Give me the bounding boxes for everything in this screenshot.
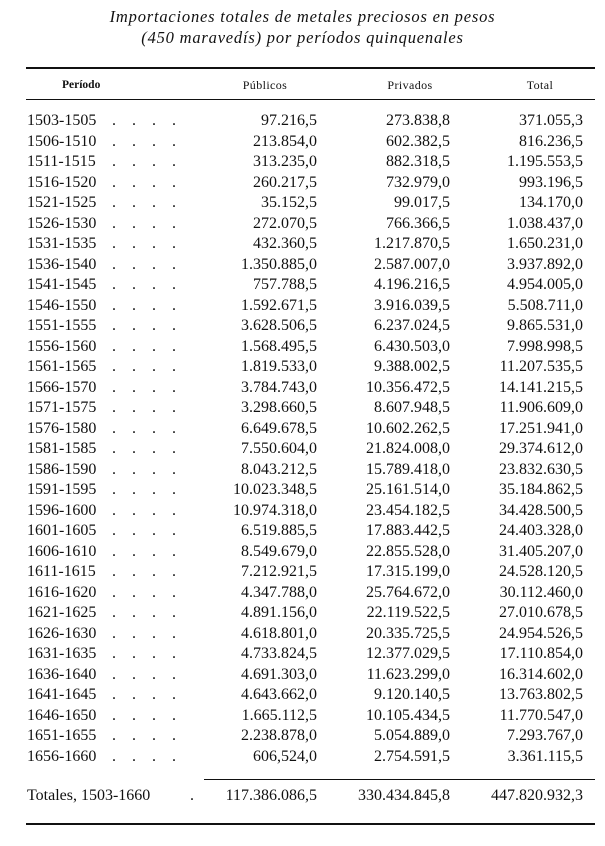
- row-private: 5.054.889,0: [374, 727, 450, 744]
- row-dot-leader: . . . .: [112, 747, 182, 765]
- table-row: [0, 357, 605, 378]
- header-public: Públicos: [242, 78, 288, 92]
- row-dot-leader: . . . .: [112, 501, 182, 519]
- title-line-2: (450 maravedís) por períodos quinquenales: [141, 28, 464, 47]
- row-total: 27.010.678,5: [499, 604, 583, 621]
- header-period: Período: [62, 79, 101, 91]
- row-public: 313.235,0: [253, 153, 317, 170]
- row-period: 1591-1595: [27, 481, 97, 498]
- row-dot-leader: . . . .: [112, 112, 182, 129]
- row-period: 1556-1560: [27, 337, 97, 355]
- row-private: 6.237.024,5: [374, 317, 450, 334]
- table-row: [0, 337, 605, 358]
- row-public: 213.854,0: [253, 132, 317, 150]
- row-dot-leader: . . . .: [112, 563, 182, 580]
- row-period: 1601-1605: [27, 522, 97, 539]
- row-public: 10.974.318,0: [233, 501, 317, 519]
- totals-rule: [204, 779, 595, 780]
- table-row: [0, 398, 605, 419]
- row-dot-leader: . . . .: [112, 665, 182, 683]
- header-rule: [26, 99, 595, 100]
- row-period: 1516-1520: [27, 173, 97, 191]
- row-private: 2.587.007,0: [374, 255, 450, 273]
- row-total: 11.770.547,0: [499, 706, 583, 724]
- row-total: 1.195.553,5: [507, 153, 583, 170]
- row-dot-leader: . . . .: [112, 522, 182, 539]
- row-public: 4.347.788,0: [241, 583, 317, 601]
- row-period: 1571-1575: [27, 399, 97, 416]
- row-period: 1646-1650: [27, 706, 97, 724]
- row-total: 3.361.115,5: [507, 747, 583, 765]
- table-row: [0, 603, 605, 624]
- table-row: [0, 542, 605, 563]
- row-public: 4.691.303,0: [241, 665, 317, 683]
- row-dot-leader: . . . .: [112, 583, 182, 601]
- row-private: 273.838,8: [386, 112, 450, 129]
- row-total: 4.954.005,0: [507, 276, 583, 293]
- row-public: 10.023.348,5: [233, 481, 317, 498]
- table-row: [0, 562, 605, 583]
- row-period: 1626-1630: [27, 624, 97, 642]
- row-total: 7.998.998,5: [507, 337, 583, 355]
- row-public: 7.212.921,5: [241, 563, 317, 580]
- row-dot-leader: . . . .: [112, 419, 182, 437]
- row-dot-leader: . . . .: [112, 399, 182, 416]
- table-row: [0, 152, 605, 173]
- row-period: 1561-1565: [27, 358, 97, 375]
- row-public: 260.217,5: [253, 173, 317, 191]
- row-total: 31.405.207,0: [499, 542, 583, 560]
- row-public: 4.643.662,0: [241, 686, 317, 703]
- table-row: [0, 378, 605, 399]
- row-private: 25.764.672,0: [366, 583, 450, 601]
- row-private: 22.855.528,0: [366, 542, 450, 560]
- row-total: 9.865.531,0: [507, 317, 583, 334]
- row-private: 15.789.418,0: [366, 460, 450, 478]
- row-total: 13.763.802,5: [499, 686, 583, 703]
- row-dot-leader: . . . .: [112, 173, 182, 191]
- row-public: 1.350.885,0: [241, 255, 317, 273]
- row-public: 4.733.824,5: [241, 645, 317, 662]
- row-public: 1.665.112,5: [241, 706, 317, 724]
- table-row: [0, 193, 605, 214]
- row-private: 766.366,5: [386, 214, 450, 232]
- row-dot-leader: . . . .: [112, 317, 182, 334]
- row-private: 8.607.948,5: [374, 399, 450, 416]
- row-total: 24.528.120,5: [499, 563, 583, 580]
- row-public: 432.360,5: [253, 235, 317, 252]
- totals-total: 447.820.932,3: [491, 787, 583, 804]
- row-dot-leader: . . . .: [112, 132, 182, 150]
- row-period: 1636-1640: [27, 665, 97, 683]
- header-private: Privados: [387, 78, 433, 92]
- row-dot-leader: . . . .: [112, 727, 182, 744]
- row-public: 1.819.533,0: [241, 358, 317, 375]
- row-dot-leader: . . . .: [112, 378, 182, 396]
- row-total: 11.207.535,5: [499, 358, 583, 375]
- row-private: 2.754.591,5: [374, 747, 450, 765]
- row-public: 3.628.506,5: [241, 317, 317, 334]
- row-dot-leader: . . . .: [112, 255, 182, 273]
- row-private: 732.979,0: [386, 173, 450, 191]
- row-public: 272.070,5: [253, 214, 317, 232]
- row-total: 134.170,0: [519, 194, 583, 211]
- row-private: 4.196.216,5: [374, 276, 450, 293]
- row-public: 97.216,5: [261, 112, 317, 129]
- row-period: 1656-1660: [27, 747, 97, 765]
- row-total: 1.038.437,0: [507, 214, 583, 232]
- row-dot-leader: . . . .: [112, 276, 182, 293]
- row-dot-leader: . . . .: [112, 337, 182, 355]
- row-period: 1511-1515: [27, 153, 96, 170]
- row-private: 25.161.514,0: [366, 481, 450, 498]
- row-period: 1503-1505: [27, 112, 97, 129]
- row-private: 3.916.039,5: [374, 296, 450, 314]
- table-row: [0, 316, 605, 337]
- row-public: 2.238.878,0: [241, 727, 317, 744]
- row-dot-leader: . . . .: [112, 706, 182, 724]
- table-row: [0, 173, 605, 194]
- row-dot-leader: . . . .: [112, 440, 182, 457]
- row-dot-leader: . . . .: [112, 542, 182, 560]
- table-row: [0, 501, 605, 522]
- row-total: 29.374.612,0: [499, 440, 583, 457]
- table-row: [0, 644, 605, 665]
- row-public: 4.891.156,0: [241, 604, 317, 621]
- row-private: 10.602.262,5: [366, 419, 450, 437]
- row-period: 1566-1570: [27, 378, 97, 396]
- top-rule: [26, 67, 595, 69]
- row-period: 1531-1535: [27, 235, 97, 252]
- row-public: 1.592.671,5: [241, 296, 317, 314]
- row-private: 9.388.002,5: [374, 358, 450, 375]
- row-public: 35.152,5: [261, 194, 317, 211]
- row-total: 30.112.460,0: [499, 583, 583, 601]
- row-total: 11.906.609,0: [499, 399, 583, 416]
- table-body: [0, 111, 605, 767]
- table-row: [0, 275, 605, 296]
- row-private: 23.454.182,5: [366, 501, 450, 519]
- row-dot-leader: . . . .: [112, 645, 182, 662]
- row-dot-leader: . . . .: [112, 235, 182, 252]
- row-dot-leader: . . . .: [112, 624, 182, 642]
- table-row: [0, 685, 605, 706]
- row-private: 602.382,5: [386, 132, 450, 150]
- row-period: 1596-1600: [27, 501, 97, 519]
- totals-private: 330.434.845,8: [358, 787, 450, 804]
- row-period: 1631-1635: [27, 645, 97, 662]
- row-dot-leader: . . . .: [112, 194, 182, 211]
- table-row: [0, 747, 605, 768]
- row-dot-leader: . . . .: [112, 481, 182, 498]
- row-public: 4.618.801,0: [241, 624, 317, 642]
- row-private: 10.356.472,5: [366, 378, 450, 396]
- row-period: 1521-1525: [27, 194, 97, 211]
- row-dot-leader: . . . .: [112, 358, 182, 375]
- row-public: 8.549.679,0: [241, 542, 317, 560]
- row-total: 17.110.854,0: [499, 645, 583, 662]
- table-row: [0, 111, 605, 132]
- row-total: 3.937.892,0: [507, 255, 583, 273]
- row-private: 12.377.029,5: [366, 645, 450, 662]
- table-row: [0, 419, 605, 440]
- row-period: 1551-1555: [27, 317, 97, 334]
- row-period: 1576-1580: [27, 419, 97, 437]
- row-public: 3.784.743,0: [241, 378, 317, 396]
- row-dot-leader: . . . .: [112, 686, 182, 703]
- row-period: 1526-1530: [27, 214, 97, 232]
- row-private: 9.120.140,5: [374, 686, 450, 703]
- title-line-1: Importaciones totales de metales preciosos en pesos: [109, 7, 496, 26]
- row-dot-leader: . . . .: [112, 604, 182, 621]
- row-total: 993.196,5: [519, 173, 583, 191]
- row-public: 8.043.212,5: [241, 460, 317, 478]
- row-total: 14.141.215,5: [499, 378, 583, 396]
- row-period: 1651-1655: [27, 727, 97, 744]
- row-total: 35.184.862,5: [499, 481, 583, 498]
- row-period: 1586-1590: [27, 460, 97, 478]
- row-private: 10.105.434,5: [366, 706, 450, 724]
- row-total: 17.251.941,0: [499, 419, 583, 437]
- row-total: 34.428.500,5: [499, 501, 583, 519]
- row-period: 1506-1510: [27, 132, 97, 150]
- table-row: [0, 296, 605, 317]
- table-row: [0, 665, 605, 686]
- row-private: 99.017,5: [394, 194, 450, 211]
- totals-label: Totales, 1503-1660: [27, 787, 151, 804]
- row-private: 882.318,5: [386, 153, 450, 170]
- row-private: 20.335.725,5: [366, 624, 450, 642]
- row-dot-leader: . . . .: [112, 214, 182, 232]
- row-private: 17.315.199,0: [366, 563, 450, 580]
- row-public: 6.649.678,5: [241, 419, 317, 437]
- table-row: [0, 726, 605, 747]
- bottom-rule: [26, 823, 595, 825]
- table-row: [0, 460, 605, 481]
- row-private: 17.883.442,5: [366, 522, 450, 539]
- row-total: 816.236,5: [519, 132, 583, 150]
- row-public: 7.550.604,0: [241, 440, 317, 457]
- row-public: 757.788,5: [253, 276, 317, 293]
- table-row: [0, 439, 605, 460]
- table-row: [0, 480, 605, 501]
- row-public: 1.568.495,5: [241, 337, 317, 355]
- row-period: 1546-1550: [27, 296, 97, 314]
- row-total: 5.508.711,0: [507, 296, 583, 314]
- totals-row: [0, 786, 605, 808]
- row-public: 606,524,0: [253, 747, 317, 765]
- table-row: [0, 521, 605, 542]
- row-total: 23.832.630,5: [499, 460, 583, 478]
- row-period: 1581-1585: [27, 440, 97, 457]
- row-total: 24.954.526,5: [499, 624, 583, 642]
- table-row: [0, 132, 605, 153]
- row-private: 22.119.522,5: [366, 604, 450, 621]
- row-period: 1536-1540: [27, 255, 97, 273]
- table-row: [0, 583, 605, 604]
- row-total: 7.293.767,0: [507, 727, 583, 744]
- row-total: 16.314.602,0: [499, 665, 583, 683]
- row-private: 1.217.870,5: [374, 235, 450, 252]
- row-total: 24.403.328,0: [499, 522, 583, 539]
- row-total: 371.055,3: [519, 112, 583, 129]
- row-total: 1.650.231,0: [507, 235, 583, 252]
- row-public: 3.298.660,5: [241, 399, 317, 416]
- totals-dot-leader: .: [190, 787, 194, 804]
- table-row: [0, 706, 605, 727]
- totals-public: 117.386.086,5: [225, 787, 317, 804]
- row-period: 1606-1610: [27, 542, 97, 560]
- row-public: 6.519.885,5: [241, 522, 317, 539]
- table-title: [0, 6, 605, 48]
- row-period: 1611-1615: [27, 563, 96, 580]
- row-private: 11.623.299,0: [366, 665, 450, 683]
- row-period: 1621-1625: [27, 604, 97, 621]
- row-dot-leader: . . . .: [112, 460, 182, 478]
- table-row: [0, 624, 605, 645]
- row-period: 1641-1645: [27, 686, 97, 703]
- row-private: 21.824.008,0: [366, 440, 450, 457]
- row-dot-leader: . . . .: [112, 296, 182, 314]
- row-period: 1616-1620: [27, 583, 97, 601]
- table-row: [0, 214, 605, 235]
- table-row: [0, 255, 605, 276]
- table-row: [0, 234, 605, 255]
- row-dot-leader: . . . .: [112, 153, 182, 170]
- row-period: 1541-1545: [27, 276, 97, 293]
- header-total: Total: [526, 78, 554, 92]
- row-private: 6.430.503,0: [374, 337, 450, 355]
